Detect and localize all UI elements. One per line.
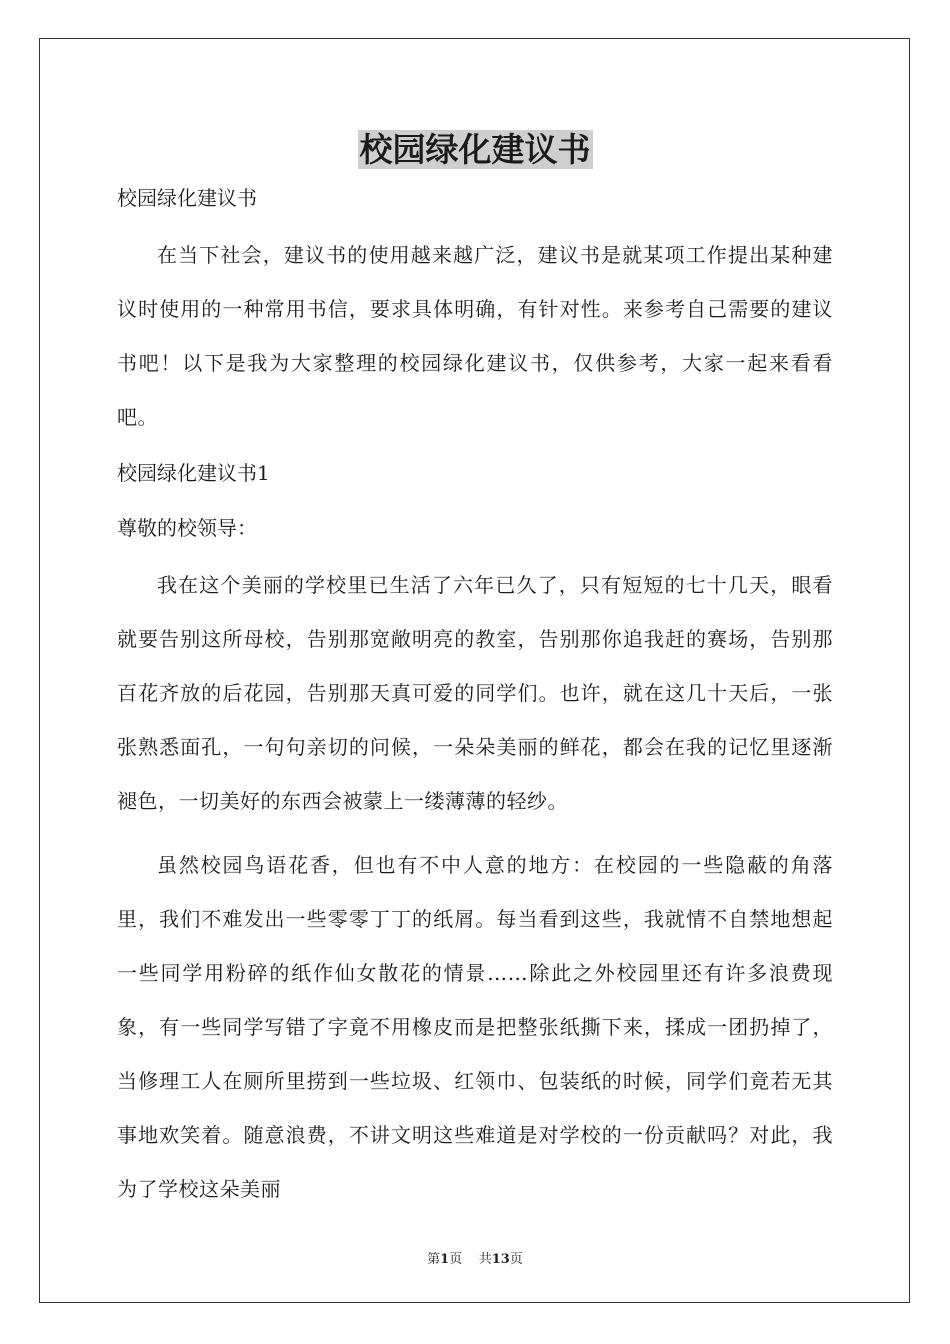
intro-paragraph: 在当下社会，建议书的使用越来越广泛，建议书是就某项工作提出某种建议时使用的一种常用书信，要求具体明确，有针对性。来参考自己需要的建议书吧！以下是我为大家整理的校园绿化建议书，仅供参考，大家一起来看看吧。 xyxy=(117,243,833,429)
document-body xyxy=(117,179,833,1216)
footer-page-unit: 页 xyxy=(449,1252,463,1267)
footer-page-number: 1 xyxy=(440,1252,450,1267)
body-paragraph-1: 我在这个美丽的学校里已生活了六年已久了，只有短短的七十几天，眼看就要告别这所母校，告别那宽敞明亮的教室，告别那你追我赶的赛场，告别那百花齐放的后花园，告别那天真可爱的同学们。也许，就在这几十天后，一张张熟悉面孔，一句句亲切的问候，一朵朵美丽的鲜花，都会在我的记忆里逐渐褪色，一切美好的东西会被蒙上一缕薄薄的轻纱。 xyxy=(117,573,833,813)
document-title-text: 校园绿化建议书 xyxy=(359,130,591,169)
footer-total-pages: 13 xyxy=(491,1252,510,1267)
salutation: 尊敬的校领导： xyxy=(117,516,257,540)
footer-total-unit: 页 xyxy=(509,1252,523,1267)
body-paragraph-2: 虽然校园鸟语花香，但也有不中人意的地方：在校园的一些隐蔽的角落里，我们不难发出一些零零丁丁的纸屑。每当看到这些，我就情不自禁地想起一些同学用粉碎的纸作仙女散花的情景……除此之外校园里还有许多浪费现象，有一些同学写错了字竟不用橡皮而是把整张纸撕下来，揉成一团扔掉了，当修理工人在厕所里捞到一些垃圾、红领巾、包装纸的时候，同学们竟若无其事地欢笑着。随意浪费，不讲文明这些难道是对学校的一份贡献吗？对此，我为了学校这朵美丽 xyxy=(117,853,833,1201)
footer-prefix: 第 xyxy=(427,1252,441,1267)
footer-total-prefix: 共 xyxy=(478,1252,492,1267)
document-subtitle: 校园绿化建议书 xyxy=(117,186,257,210)
section-heading: 校园绿化建议书1 xyxy=(117,461,270,485)
document-title xyxy=(0,128,950,172)
page-footer xyxy=(0,1248,950,1267)
